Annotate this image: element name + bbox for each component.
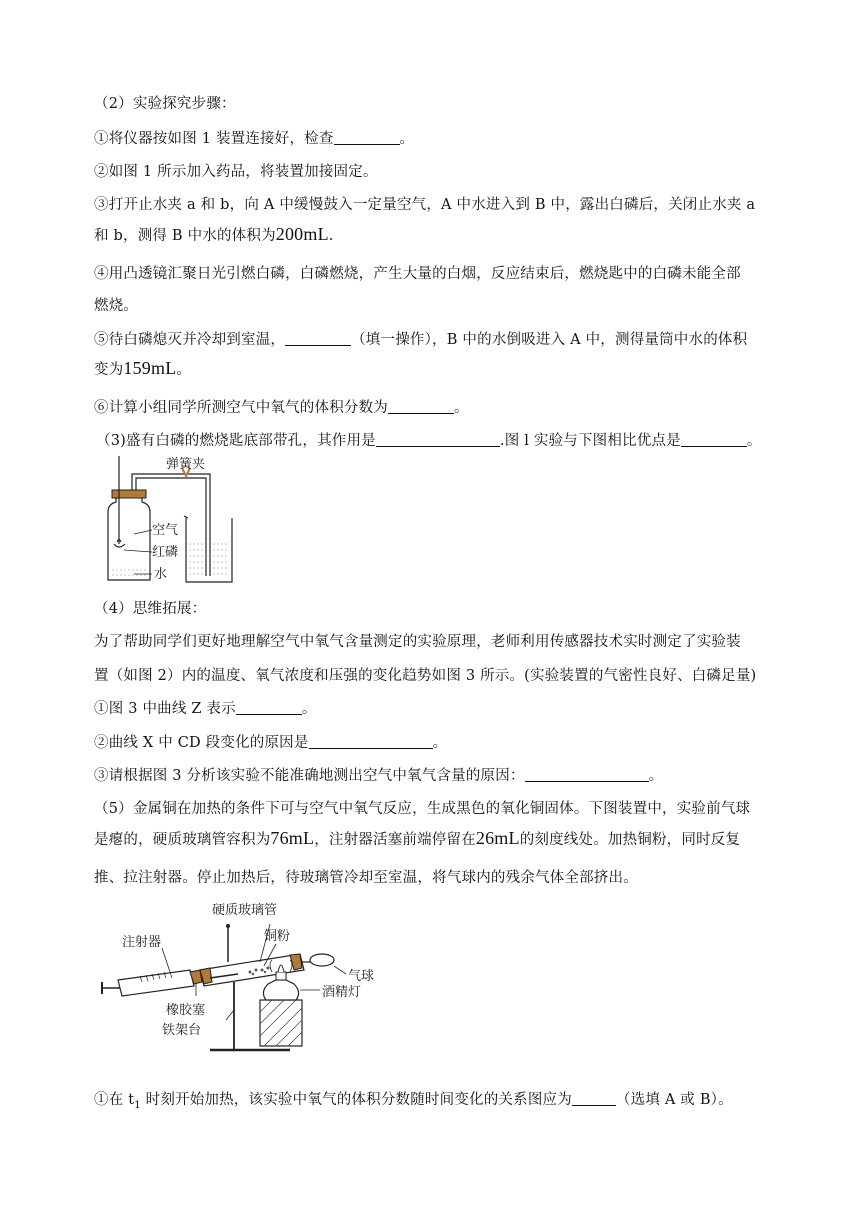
q2-suffix: 。: [432, 735, 448, 751]
section5-q1-prefix: ①在 t: [94, 1092, 135, 1108]
step1-text: [94, 127, 414, 148]
section5-line2-a: 是瘪的，硬质玻璃管容积为: [94, 832, 271, 848]
label-copper-powder: 铜粉: [264, 929, 291, 944]
q1-suffix: 。: [301, 701, 317, 717]
section5-q1-suffix: （选填 A 或 B）。: [615, 1092, 733, 1108]
q1-answer-blank[interactable]: [236, 700, 302, 715]
step6-suffix: 。: [454, 400, 469, 416]
section4-para-line2: 置（如图 2）内的温度、氧气浓度和压强的变化趋势如图 3 所示。(实验装置的气密性良好、白磷足量): [94, 668, 757, 684]
section5-line3: 推、拉注射器。停止加热后，待玻璃管冷却至室温，将气球内的残余气体全部挤出。: [94, 870, 638, 886]
label-alcohol-lamp: 酒精灯: [322, 985, 362, 1000]
red-phosphorus-apparatus-figure: [94, 452, 254, 588]
q3-prefix: ③请根据图 3 分析该实验不能准确地测出空气中氧气含量的原因：: [94, 768, 525, 784]
section4-q2: [94, 731, 447, 752]
step5-suffix: （填一操作），B 中的水倒吸进入 A 中，测得量筒中水的体积: [351, 332, 748, 348]
step6-text: [94, 396, 469, 417]
section5-q1-middle: 时刻开始加热，该实验中氧气的体积分数随时间变化的关系图应为: [140, 1092, 572, 1108]
q2-prefix: ②曲线 X 中 CD 段变化的原因是: [94, 735, 309, 751]
step6-answer-blank[interactable]: [388, 399, 454, 414]
q3-suffix: 。: [648, 768, 664, 784]
step1-answer-blank[interactable]: [334, 130, 400, 145]
label-air: 空气: [152, 523, 179, 538]
tube-volume-value: 76mL: [270, 828, 315, 848]
step3-line1: ③打开止水夹 a 和 b，向 A 中缓慢鼓入一定量空气，A 中水进入到 B 中，露出白磷后，关闭止水夹 a: [94, 197, 756, 213]
q1-prefix: ①图 3 中曲线 Z 表示: [94, 701, 236, 717]
q3-answer-blank[interactable]: [525, 767, 649, 782]
section3-text: [96, 429, 762, 450]
section4-heading: （4）思维拓展：: [94, 601, 207, 617]
step5-line1: [94, 328, 747, 349]
step5-line2-prefix: 变为: [94, 362, 124, 378]
step3-suffix: .: [328, 228, 334, 244]
step1-prefix: ①将仪器按如图 1 装置连接好，检查: [94, 131, 334, 147]
section4-q3: [94, 764, 663, 785]
step2-text: ②如图 1 所示加入药品，将装置加接固定。: [94, 164, 378, 180]
section2-heading: （2）实验探究步骤：: [94, 96, 236, 112]
section3-middle: .图 l 实验与下图相比优点是: [499, 433, 681, 449]
syringe-volume-value: 26mL: [475, 828, 520, 848]
section3-suffix: 。: [746, 433, 762, 449]
step5-prefix: ⑤待白磷熄灭并冷却到室温，: [94, 332, 286, 348]
section5-line2-b: ，注射器活塞前端停留在: [314, 832, 476, 848]
step6-prefix: ⑥计算小组同学所测空气中氧气的体积分数为: [94, 400, 388, 416]
step5-line2-suffix: 。: [176, 362, 192, 378]
label-red-phosphorus: 红磷: [152, 545, 179, 560]
step4-line2: 燃烧。: [94, 298, 139, 314]
t-subscript: 1: [134, 1099, 141, 1111]
step5-answer-blank[interactable]: [285, 331, 351, 346]
label-clamp: 弹簧夹: [166, 457, 206, 472]
label-iron-stand: 铁架台: [162, 1023, 202, 1038]
section3-answer-blank-2[interactable]: [681, 432, 747, 447]
section5-line2-c: 的刻度线处。加热铜粉，同时反复: [519, 832, 741, 848]
step5-line2: [94, 358, 191, 379]
section5-line2: [94, 828, 740, 849]
section5-q1: [94, 1088, 733, 1111]
step3-prefix: 和 b，测得 B 中水的体积为: [94, 228, 276, 244]
step1-suffix: 。: [399, 131, 415, 147]
section3-prefix: （3)盛有白磷的燃烧匙底部带孔，其作用是: [96, 433, 376, 449]
label-glass-tube: 硬质玻璃管: [212, 903, 278, 918]
copper-heating-apparatus-figure: [100, 900, 400, 1068]
section5-line1: （5）金属铜在加热的条件下可与空气中氧气反应，生成黑色的氧化铜固体。下图装置中，实验前气球: [94, 801, 751, 817]
step5-volume-value: 159mL: [123, 358, 177, 378]
label-balloon: 气球: [348, 969, 375, 984]
section4-q1: [94, 697, 317, 718]
step3-line2: [94, 224, 334, 245]
step3-volume-value: 200mL: [275, 224, 329, 244]
section5-q1-answer-blank[interactable]: [572, 1091, 616, 1106]
label-water: 水: [154, 567, 168, 582]
section3-answer-blank-1[interactable]: [376, 432, 500, 447]
label-rubber-stopper: 橡胶塞: [166, 1003, 206, 1018]
label-syringe: 注射器: [122, 935, 162, 950]
section4-para-line1: 为了帮助同学们更好地理解空气中氧气含量测定的实验原理，老师利用传感器技术实时测定了实验装: [94, 634, 741, 650]
q2-answer-blank[interactable]: [309, 734, 433, 749]
step4-line1: ④用凸透镜汇聚日光引燃白磷，白磷燃烧，产生大量的白烟，反应结束后，燃烧匙中的白磷未能全部: [94, 266, 741, 282]
